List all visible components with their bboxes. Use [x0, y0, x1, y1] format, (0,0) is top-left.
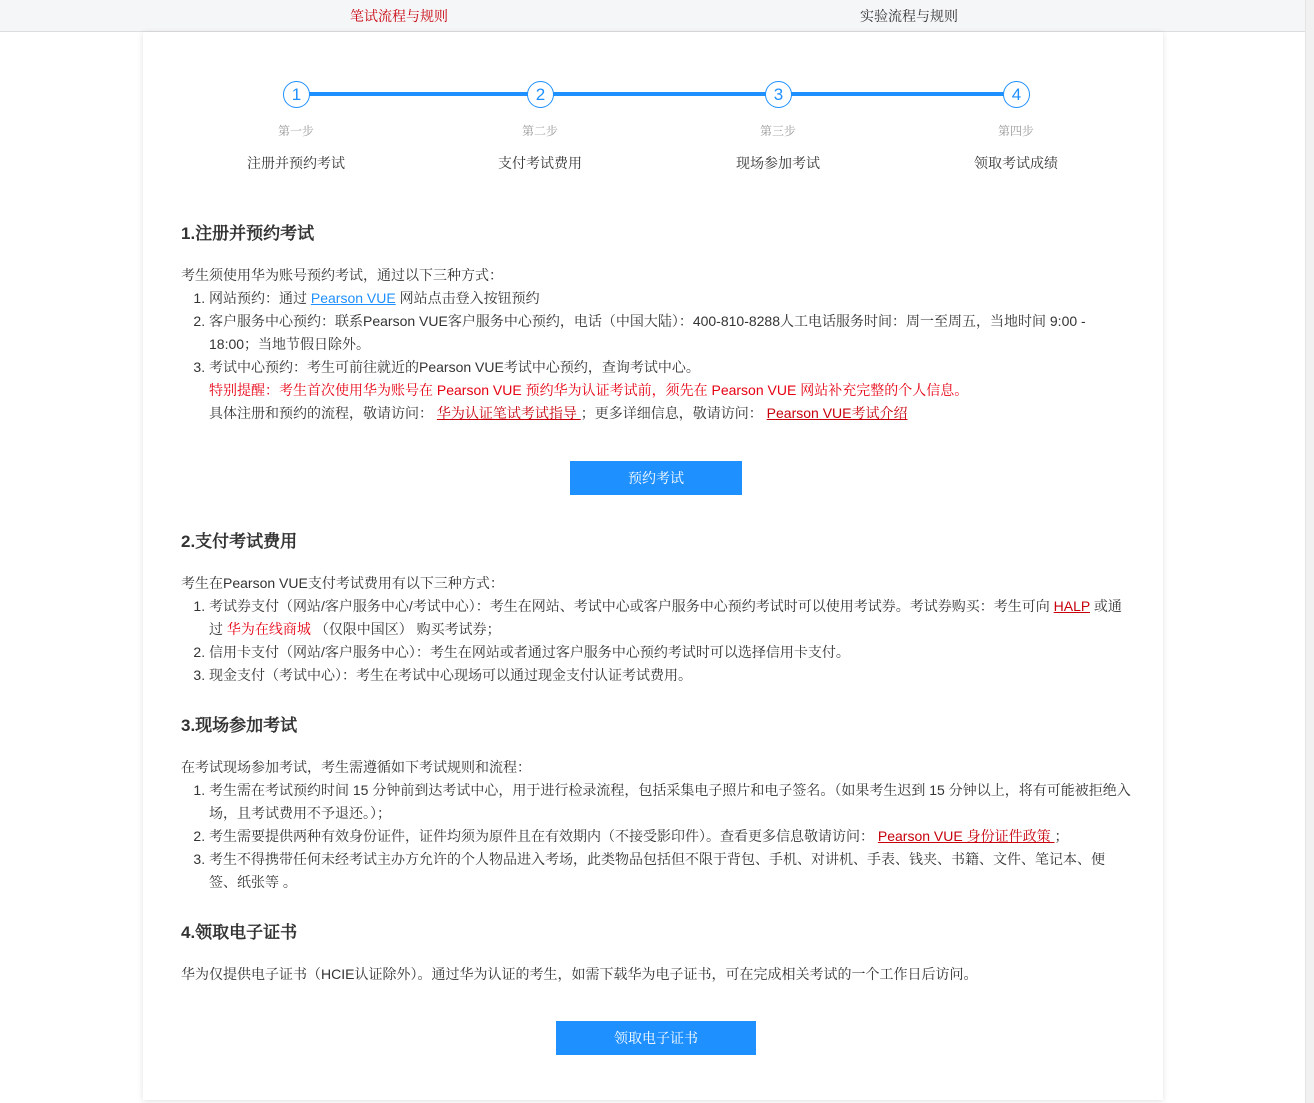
- step-3-number: 第三步: [759, 124, 797, 138]
- text: 或通过: [209, 598, 1122, 637]
- step-2-title: 支付考试费用: [498, 155, 582, 171]
- list-item: 2. 客户服务中心预约：联系Pearson VUE客户服务中心预约，电话（中国大陆）：400-810-8288人工电话服务时间：周一至周五，当地时间 9:00 - 18:00；当地节假日除外。: [209, 310, 1131, 356]
- tab-lab-exam[interactable]: 实验流程与规则: [860, 8, 958, 24]
- id-policy-link[interactable]: Pearson VUE 身份证件政策: [877, 828, 1055, 844]
- text: 网站预约：通过: [209, 290, 311, 306]
- halp-link[interactable]: HALP: [1053, 598, 1090, 614]
- section-4-heading: 4.领取电子证书: [181, 923, 298, 942]
- step-4-title: 领取考试成绩: [974, 155, 1058, 171]
- get-certificate-button[interactable]: 领取电子证书: [556, 1021, 756, 1055]
- pearson-vue-link[interactable]: Pearson VUE: [310, 290, 396, 306]
- section-4-intro: 华为仅提供电子证书（HCIE认证除外）。通过华为认证的考生，如需下载华为电子证书，可在完成相关考试的一个工作日后访问。: [181, 966, 978, 982]
- content: [181, 222, 1131, 1055]
- content-card: [143, 32, 1163, 1100]
- text: 网站点击登入按钮预约: [395, 290, 540, 306]
- step-4-number: 第四步: [997, 124, 1035, 138]
- pearson-intro-link[interactable]: Pearson VUE考试介绍: [766, 405, 908, 421]
- list-item: 3. 考生不得携带任何未经考试主办方允许的个人物品进入考场，此类物品包括但不限于背包、手机、对讲机、手表、钱夹、书籍、文件、笔记本、便签、纸张等 。: [209, 848, 1131, 894]
- text: ；: [1054, 828, 1069, 844]
- scrollbar[interactable]: [1305, 0, 1314, 1103]
- list-item: [209, 287, 1131, 310]
- step-1-title: 注册并预约考试: [247, 155, 345, 171]
- step-2-circle: 2: [527, 81, 554, 108]
- step-2-number: 第二步: [521, 124, 559, 138]
- section-2-list: [209, 595, 1131, 687]
- more-info: [181, 402, 1131, 425]
- exam-guide-link[interactable]: 华为认证笔试考试指导: [436, 405, 581, 421]
- text: ；更多详细信息，敬请访问：: [580, 405, 767, 421]
- list-item: 3. 现金支付（考试中心）：考生在考试中心现场可以通过现金支付认证考试费用。: [209, 664, 1131, 687]
- text: （仅限中国区） 购买考试券；: [310, 621, 501, 637]
- section-1-heading: 1.注册并预约考试: [181, 224, 315, 243]
- book-exam-button[interactable]: 预约考试: [570, 461, 742, 495]
- list-item: 1. 考生需在考试预约时间 15 分钟前到达考试中心，用于进行检录流程，包括采集电子照片和电子签名。（如果考生迟到 15 分钟以上，将有可能被拒绝入场，且考试费用不予退还。）；: [209, 779, 1131, 825]
- list-item: 2. 信用卡支付（网站/客户服务中心）：考生在网站或者通过客户服务中心预约考试时可以选择信用卡支付。: [209, 641, 1131, 664]
- text: 考生需要提供两种有效身份证件，证件均须为原件且在有效期内（不接受影印件）。查看更多信息敬请访问：: [209, 828, 878, 844]
- progress-line: [296, 92, 1016, 96]
- section-3-list: [209, 779, 1131, 894]
- step-1-number: 第一步: [277, 124, 315, 138]
- section-1-list: [209, 287, 1131, 379]
- section-2-heading: 2.支付考试费用: [181, 532, 298, 551]
- step-1-circle: 1: [283, 81, 310, 108]
- special-reminder: 特别提醒：考生首次使用华为账号在 Pearson VUE 预约华为认证考试前，须先在 Pearson VUE 网站补充完整的个人信息。: [209, 382, 969, 398]
- huawei-mall-link[interactable]: 华为在线商城: [226, 621, 311, 637]
- list-item: [209, 825, 1131, 848]
- section-3-intro: 在考试现场参加考试，考生需遵循如下考试规则和流程：: [181, 759, 531, 775]
- tab-bar: [0, 0, 1305, 32]
- step-progress: [143, 32, 1163, 212]
- text: 考试券支付（网站/客户服务中心/考试中心）：考生在网站、考试中心或客户服务中心预约考试时可以使用考试券。考试券购买：考生可向: [209, 598, 1054, 614]
- text: 具体注册和预约的流程，敬请访问：: [209, 405, 437, 421]
- list-item: 3. 考试中心预约：考生可前往就近的Pearson VUE考试中心预约，查询考试中心。: [209, 356, 1131, 379]
- section-1-intro: 考生须使用华为账号预约考试，通过以下三种方式：: [181, 267, 503, 283]
- step-3-title: 现场参加考试: [736, 155, 820, 171]
- step-4-circle: 4: [1003, 81, 1030, 108]
- section-3-heading: 3.现场参加考试: [181, 716, 298, 735]
- section-2-intro: 考生在Pearson VUE支付考试费用有以下三种方式：: [181, 575, 504, 591]
- step-3-circle: 3: [765, 81, 792, 108]
- tab-written-exam[interactable]: 笔试流程与规则: [350, 8, 448, 24]
- list-item: [209, 595, 1131, 641]
